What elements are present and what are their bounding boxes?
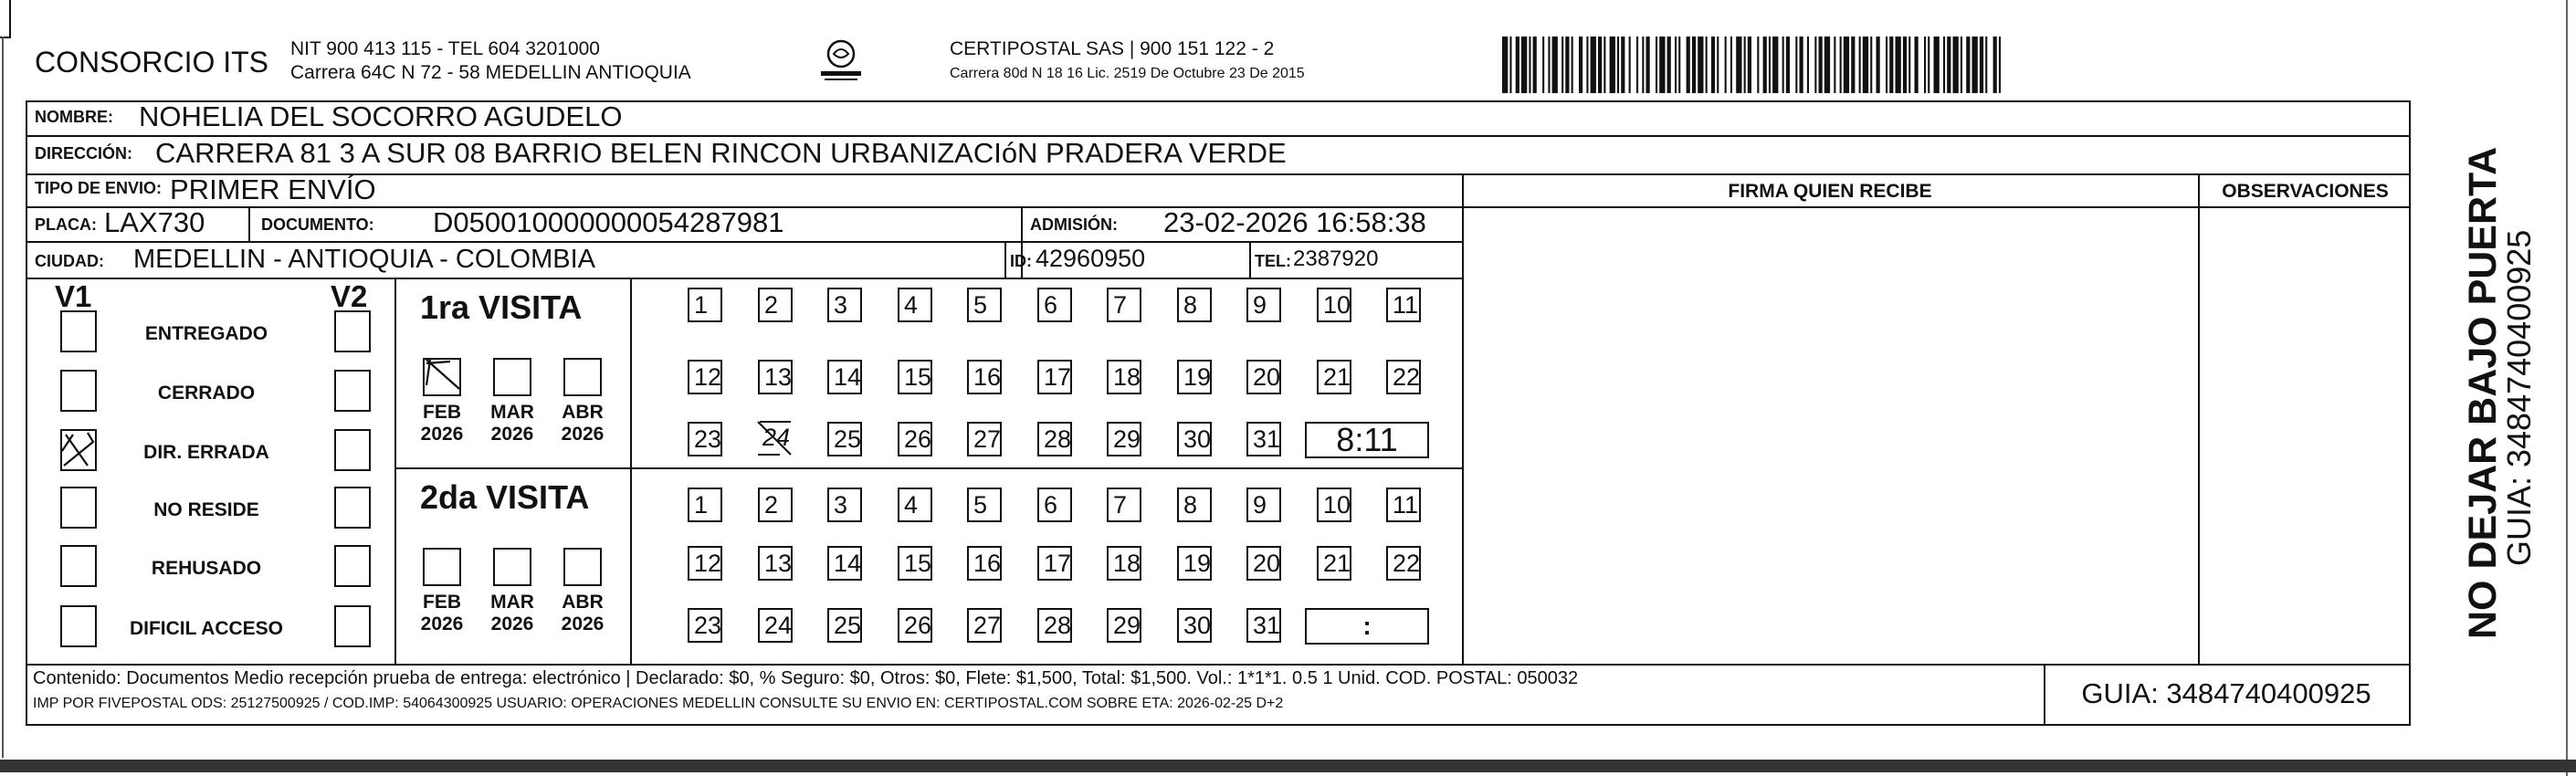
day-box[interactable] bbox=[1246, 608, 1281, 643]
day-number: 24 bbox=[762, 424, 791, 451]
side-warning: NO DEJAR BAJO PUERTA bbox=[2461, 146, 2505, 639]
day-number: 20 bbox=[1253, 550, 1281, 577]
month-year-label: 2026 bbox=[420, 613, 464, 634]
day-number: 23 bbox=[694, 425, 722, 453]
day-number: 20 bbox=[1253, 363, 1281, 391]
day-box[interactable] bbox=[967, 422, 1002, 456]
v1-checkbox[interactable] bbox=[60, 429, 97, 471]
month-box-feb[interactable] bbox=[423, 358, 461, 396]
month-label: FEB bbox=[423, 402, 461, 423]
condition-label: NO RESIDE bbox=[153, 499, 259, 520]
id-left-border bbox=[1004, 241, 1006, 278]
day-box[interactable] bbox=[1246, 546, 1281, 581]
month-year-label: 2026 bbox=[420, 424, 464, 445]
observaciones-left-border bbox=[2198, 173, 2200, 664]
footer-guia: GUIA: 3484740400925 bbox=[2081, 677, 2371, 709]
day-box[interactable] bbox=[1246, 360, 1281, 394]
day-box[interactable] bbox=[1037, 488, 1072, 522]
day-number: 27 bbox=[973, 425, 1002, 453]
day-number: 30 bbox=[1183, 612, 1212, 639]
day-box[interactable] bbox=[1177, 422, 1212, 456]
day-box[interactable] bbox=[758, 360, 793, 394]
day-number: 10 bbox=[1323, 491, 1351, 519]
day-box[interactable] bbox=[1037, 360, 1072, 394]
day-box[interactable] bbox=[1386, 360, 1421, 394]
day-box[interactable] bbox=[1037, 288, 1072, 322]
day-box[interactable] bbox=[827, 608, 862, 643]
day-number: 29 bbox=[1113, 612, 1141, 639]
day-number: 9 bbox=[1253, 491, 1267, 519]
day-number: 9 bbox=[1253, 291, 1267, 319]
day-number: 27 bbox=[973, 612, 1002, 639]
v2-checkbox[interactable] bbox=[334, 545, 371, 587]
condition-label: CERRADO bbox=[157, 383, 256, 404]
day-number: 21 bbox=[1323, 363, 1351, 391]
month-year-label: 2026 bbox=[490, 613, 534, 634]
day-number: 5 bbox=[973, 291, 988, 319]
day-box[interactable] bbox=[1386, 546, 1421, 581]
v1-checkbox[interactable] bbox=[60, 545, 97, 587]
divider-direccion bbox=[26, 173, 2411, 175]
company-name: CONSORCIO ITS bbox=[35, 46, 269, 79]
admision-label: ADMISIÓN: bbox=[1030, 215, 1118, 234]
observaciones-header: OBSERVACIONES bbox=[2222, 181, 2389, 202]
left-edge-line bbox=[2, 37, 4, 758]
day-box[interactable] bbox=[1107, 546, 1141, 581]
second-visit-title: 2da VISITA bbox=[420, 478, 590, 516]
ciudad-label: CIUDAD: bbox=[35, 252, 104, 270]
documento-label: DOCUMENTO: bbox=[261, 215, 374, 234]
day-box[interactable] bbox=[1386, 288, 1421, 322]
month-year-label: 2026 bbox=[490, 424, 534, 445]
condition-label: DIFICIL ACCESO bbox=[129, 618, 283, 639]
day-box[interactable] bbox=[758, 608, 793, 643]
day-number: 31 bbox=[1253, 425, 1281, 453]
day-box[interactable] bbox=[898, 546, 932, 581]
first-visit-title: 1ra VISITA bbox=[420, 288, 583, 326]
day-box[interactable] bbox=[1107, 488, 1141, 522]
condition-label: REHUSADO bbox=[151, 558, 262, 579]
visit-label-right-border bbox=[630, 278, 632, 664]
day-box[interactable] bbox=[1317, 546, 1351, 581]
day-box[interactable] bbox=[898, 608, 932, 643]
day-number: 4 bbox=[904, 291, 919, 319]
nombre-value: NOHELIA DEL SOCORRO AGUDELO bbox=[139, 100, 623, 132]
tel-value: 2387920 bbox=[1293, 246, 1379, 271]
day-number: 14 bbox=[834, 363, 862, 391]
day-number: 21 bbox=[1323, 550, 1351, 577]
day-number: 26 bbox=[904, 425, 932, 453]
visit-time-box[interactable]: 8:11 bbox=[1305, 422, 1429, 458]
day-box[interactable] bbox=[898, 488, 932, 522]
left-edge-mark bbox=[0, 0, 11, 38]
month-label: ABR bbox=[562, 592, 604, 613]
visit-divider bbox=[394, 467, 1462, 469]
tel-label: TEL: bbox=[1255, 252, 1291, 270]
day-box[interactable] bbox=[1177, 360, 1212, 394]
day-box[interactable] bbox=[1037, 546, 1072, 581]
day-number: 18 bbox=[1113, 363, 1141, 391]
day-box[interactable] bbox=[1107, 360, 1141, 394]
day-box[interactable] bbox=[827, 360, 862, 394]
day-box[interactable] bbox=[1177, 288, 1212, 322]
placa-separator bbox=[248, 206, 250, 241]
day-number: 13 bbox=[764, 363, 793, 391]
barcode bbox=[1502, 37, 2205, 93]
day-box[interactable] bbox=[1037, 608, 1072, 643]
day-number: 7 bbox=[1113, 291, 1128, 319]
month-box-feb[interactable] bbox=[423, 548, 461, 586]
day-number: 8 bbox=[1183, 491, 1198, 519]
day-number: 4 bbox=[904, 491, 919, 519]
v2-checkbox[interactable] bbox=[334, 605, 371, 647]
day-number: 2 bbox=[764, 491, 779, 519]
v2-checkbox[interactable] bbox=[334, 429, 371, 471]
v1-checkbox[interactable] bbox=[60, 487, 97, 529]
day-box[interactable] bbox=[688, 608, 722, 643]
day-box[interactable] bbox=[967, 360, 1002, 394]
day-number: 14 bbox=[834, 550, 862, 577]
direccion-value: CARRERA 81 3 A SUR 08 BARRIO BELEN RINCON URBANIZACIóN PRADERA VERDE bbox=[155, 137, 1287, 169]
day-number: 23 bbox=[694, 612, 722, 639]
day-number: 15 bbox=[904, 550, 932, 577]
documento-value: D050010000000054287981 bbox=[433, 206, 784, 238]
day-box[interactable] bbox=[898, 422, 932, 456]
placa-label: PLACA: bbox=[35, 215, 97, 234]
day-box[interactable] bbox=[1317, 288, 1351, 322]
v1-checkbox[interactable] bbox=[60, 370, 97, 412]
tipo-label: TIPO DE ENVIO: bbox=[35, 179, 163, 197]
firma-left-border bbox=[1462, 173, 1464, 664]
day-box[interactable] bbox=[1107, 608, 1141, 643]
company-nit-tel: NIT 900 413 115 - TEL 604 3201000 bbox=[290, 38, 600, 59]
day-box[interactable] bbox=[758, 546, 793, 581]
day-box[interactable] bbox=[1317, 360, 1351, 394]
ciudad-value: MEDELLIN - ANTIOQUIA - COLOMBIA bbox=[133, 245, 595, 274]
day-box[interactable] bbox=[1177, 608, 1212, 643]
day-number: 11 bbox=[1393, 291, 1419, 319]
day-box[interactable] bbox=[1386, 488, 1421, 522]
day-number: 3 bbox=[834, 491, 848, 519]
v2-checkbox[interactable] bbox=[334, 310, 371, 352]
day-box[interactable] bbox=[688, 488, 722, 522]
v1-checkbox[interactable] bbox=[60, 605, 97, 647]
divider-placa bbox=[26, 241, 1464, 243]
month-label: FEB bbox=[423, 592, 461, 613]
day-number: 26 bbox=[904, 612, 932, 639]
day-number: 17 bbox=[1044, 363, 1072, 391]
day-number: 3 bbox=[834, 291, 848, 319]
day-number: 25 bbox=[834, 425, 862, 453]
condition-label: DIR. ERRADA bbox=[143, 442, 269, 463]
id-label: ID: bbox=[1010, 252, 1032, 270]
day-box[interactable] bbox=[688, 422, 722, 456]
day-box[interactable] bbox=[758, 422, 793, 456]
placa-value: LAX730 bbox=[104, 206, 205, 238]
v2-checkbox[interactable] bbox=[334, 370, 371, 412]
day-number: 16 bbox=[973, 363, 1002, 391]
visit-time-box[interactable]: : bbox=[1305, 608, 1429, 645]
certipostal-line-2: Carrera 80d N 18 16 Lic. 2519 De Octubre 23 De 2015 bbox=[950, 66, 1305, 81]
day-box[interactable] bbox=[1107, 422, 1141, 456]
day-box[interactable] bbox=[688, 546, 722, 581]
condition-label: ENTREGADO bbox=[144, 323, 268, 344]
divider-ciudad bbox=[26, 278, 1464, 279]
day-box[interactable] bbox=[967, 488, 1002, 522]
day-number: 24 bbox=[764, 612, 793, 639]
day-number: 19 bbox=[1183, 363, 1212, 391]
day-box[interactable] bbox=[1037, 422, 1072, 456]
day-box[interactable] bbox=[1317, 488, 1351, 522]
day-box[interactable] bbox=[1246, 288, 1281, 322]
day-box[interactable] bbox=[758, 288, 793, 322]
day-number: 28 bbox=[1044, 425, 1072, 453]
firma-header: FIRMA QUIEN RECIBE bbox=[1728, 181, 1932, 202]
month-year-label: 2026 bbox=[561, 613, 605, 634]
month-label: MAR bbox=[490, 592, 534, 613]
certipostal-logo bbox=[815, 37, 867, 88]
v2-header: V2 bbox=[331, 279, 368, 313]
footer-line-2: IMP POR FIVEPOSTAL ODS: 25127500925 / COD.IMP: 54064300925 USUARIO: OPERACIONES MEDELLIN CONSULTE SU ENVIO EN: CERTIPOSTAL.COM SOBRE ETA: 2026-02-25 D+2 bbox=[33, 696, 1284, 711]
day-number: 29 bbox=[1113, 425, 1141, 453]
day-box[interactable] bbox=[967, 608, 1002, 643]
month-box-mar[interactable] bbox=[493, 548, 531, 586]
v2-checkbox[interactable] bbox=[334, 487, 371, 529]
tipo-value: PRIMER ENVÍO bbox=[170, 173, 376, 205]
day-number: 18 bbox=[1113, 550, 1141, 577]
day-number: 10 bbox=[1323, 291, 1351, 319]
direccion-label: DIRECCIÓN: bbox=[35, 144, 132, 163]
month-box-abr[interactable] bbox=[563, 358, 602, 396]
day-number: 8 bbox=[1183, 291, 1198, 319]
day-number: 7 bbox=[1113, 491, 1128, 519]
day-box[interactable] bbox=[688, 360, 722, 394]
side-guia: GUIA: 3484740400925 bbox=[2500, 229, 2538, 566]
month-year-label: 2026 bbox=[561, 424, 605, 445]
day-box[interactable] bbox=[1246, 488, 1281, 522]
day-number: 12 bbox=[694, 363, 722, 391]
day-box[interactable] bbox=[1246, 422, 1281, 456]
footer-line-1: Contenido: Documentos Medio recepción prueba de entrega: electrónico | Declarado: $0, % Seguro: $0, Otros: $0, Flete: $1,500, Total: $1,500. Vol.: 1*1*1. 0.5 1 Unid. COD. POSTAL: 050032 bbox=[33, 668, 1579, 688]
day-number: 5 bbox=[973, 491, 988, 519]
day-box[interactable] bbox=[898, 288, 932, 322]
day-number: 1 bbox=[694, 491, 709, 519]
day-number: 31 bbox=[1253, 612, 1281, 639]
day-number: 16 bbox=[973, 550, 1002, 577]
divider-footer bbox=[26, 664, 2411, 666]
visit-block-left-border bbox=[394, 278, 396, 664]
day-number: 6 bbox=[1044, 291, 1058, 319]
v1-header: V1 bbox=[55, 279, 92, 313]
admision-value: 23-02-2026 16:58:38 bbox=[1163, 206, 1426, 238]
day-number: 15 bbox=[904, 363, 932, 391]
day-number: 25 bbox=[834, 612, 862, 639]
company-address: Carrera 64C N 72 - 58 MEDELLIN ANTIOQUIA bbox=[290, 62, 691, 83]
day-box[interactable] bbox=[827, 488, 862, 522]
day-number: 1 bbox=[694, 291, 709, 319]
day-number: 12 bbox=[694, 550, 722, 577]
day-box[interactable] bbox=[758, 488, 793, 522]
day-number: 13 bbox=[764, 550, 793, 577]
day-box[interactable] bbox=[1107, 288, 1141, 322]
month-box-mar[interactable] bbox=[493, 358, 531, 396]
certipostal-line-1: CERTIPOSTAL SAS | 900 151 122 - 2 bbox=[950, 38, 1275, 59]
tel-left-border bbox=[1249, 241, 1251, 278]
nombre-label: NOMBRE: bbox=[35, 108, 113, 126]
day-number: 19 bbox=[1183, 550, 1212, 577]
day-box[interactable] bbox=[898, 360, 932, 394]
bottom-edge-shadow bbox=[0, 760, 2576, 772]
day-number: 28 bbox=[1044, 612, 1072, 639]
day-box[interactable] bbox=[967, 546, 1002, 581]
day-box[interactable] bbox=[688, 288, 722, 322]
day-number: 6 bbox=[1044, 491, 1058, 519]
day-number: 11 bbox=[1393, 491, 1419, 519]
day-number: 22 bbox=[1393, 550, 1421, 577]
day-box[interactable] bbox=[827, 422, 862, 456]
id-value: 42960950 bbox=[1036, 245, 1146, 272]
day-box[interactable] bbox=[827, 546, 862, 581]
right-edge-line bbox=[2566, 0, 2568, 776]
day-number: 2 bbox=[764, 291, 779, 319]
day-box[interactable] bbox=[1177, 546, 1212, 581]
day-number: 30 bbox=[1183, 425, 1212, 453]
day-number: 22 bbox=[1393, 363, 1421, 391]
month-label: ABR bbox=[562, 402, 604, 423]
v1-checkbox[interactable] bbox=[60, 310, 97, 352]
day-box[interactable] bbox=[1177, 488, 1212, 522]
day-box[interactable] bbox=[827, 288, 862, 322]
month-label: MAR bbox=[490, 402, 534, 423]
day-box[interactable] bbox=[967, 288, 1002, 322]
month-box-abr[interactable] bbox=[563, 548, 602, 586]
day-number: 17 bbox=[1044, 550, 1072, 577]
